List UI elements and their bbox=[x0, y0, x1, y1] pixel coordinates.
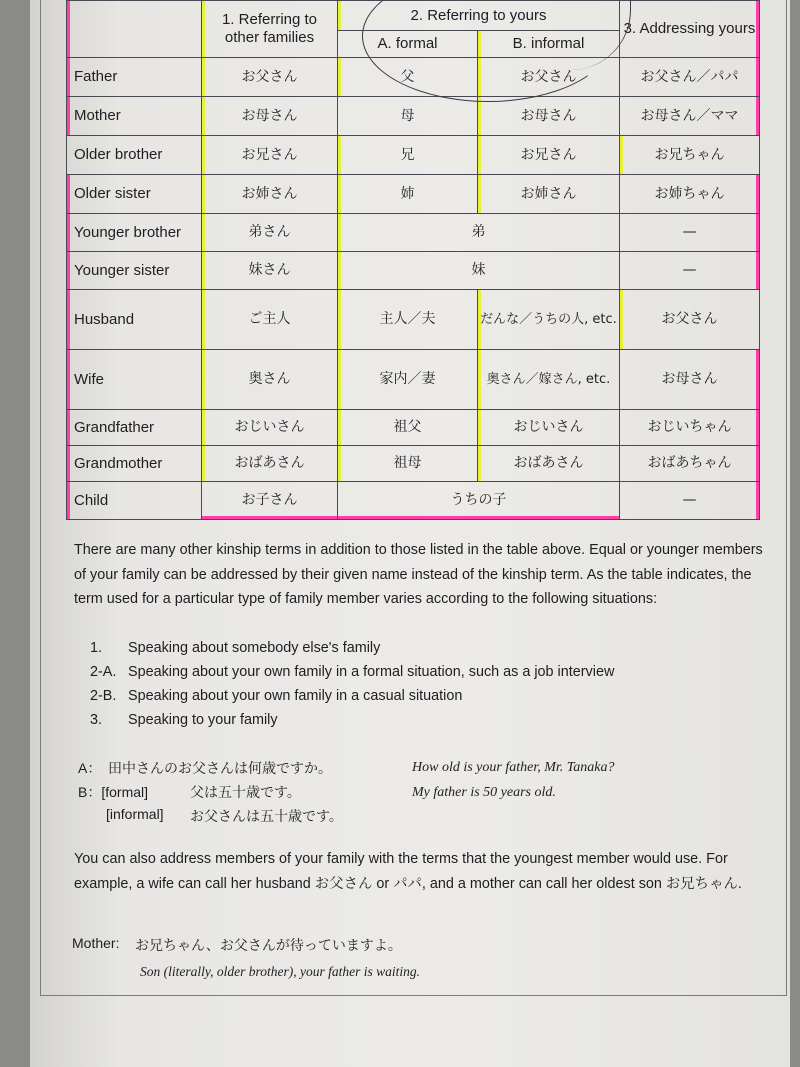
example-a-english: How old is your father, Mr. Tanaka? bbox=[412, 760, 615, 775]
cell-yours-merged: うちの子 bbox=[338, 482, 620, 520]
paragraph-address-family: You can also address members of your family with the terms that the youngest member would use. For example, a wife can call her husband お父さん or パパ, and a mother can call her oldest son お兄ちゃん. bbox=[74, 851, 742, 892]
mother-english: Son (literally, older brother), your father is waiting. bbox=[140, 964, 420, 979]
table-row bbox=[67, 97, 760, 136]
header-col3: 3. Addressing yours bbox=[620, 1, 760, 58]
cell-addressing: お兄ちゃん bbox=[620, 136, 760, 175]
table-row bbox=[67, 410, 760, 446]
cell-informal: お姉さん bbox=[478, 175, 620, 214]
cell-informal: おばあさん bbox=[478, 446, 620, 482]
row-label: Grandmother bbox=[67, 446, 202, 482]
cell-addressing: おばあちゃん bbox=[620, 446, 760, 482]
table-row bbox=[67, 252, 760, 290]
cell-other-families: 弟さん bbox=[202, 214, 338, 252]
cell-other-families: ご主人 bbox=[202, 290, 338, 350]
table-row bbox=[67, 175, 760, 214]
mother-japanese: お兄ちゃん、お父さんが待っていますよ。 bbox=[135, 938, 402, 954]
example-a-label: A： bbox=[78, 760, 102, 776]
list-item bbox=[90, 684, 614, 708]
example-a-japanese: 田中さんのお父さんは何歳ですか。 bbox=[108, 761, 332, 777]
header-col2: 2. Referring to yours bbox=[338, 1, 620, 31]
list-number: 2-B. bbox=[90, 688, 117, 704]
cell-addressing: お母さん bbox=[620, 350, 760, 410]
cell-other-families: おじいさん bbox=[202, 410, 338, 446]
cell-formal: 祖母 bbox=[338, 446, 478, 482]
cell-addressing: お父さん bbox=[620, 290, 760, 350]
list-text: Speaking to your family bbox=[128, 712, 278, 728]
table-row bbox=[67, 446, 760, 482]
list-item bbox=[90, 636, 614, 660]
row-label: Mother bbox=[67, 97, 202, 136]
cell-other-families: お母さん bbox=[202, 97, 338, 136]
cell-other-families: おばあさん bbox=[202, 446, 338, 482]
cell-formal: 母 bbox=[338, 97, 478, 136]
list-text: Speaking about your own family in a formal situation, such as a job interview bbox=[128, 664, 615, 680]
row-label: Wife bbox=[67, 350, 202, 410]
mother-label: Mother: bbox=[72, 935, 120, 951]
cell-other-families: 奥さん bbox=[202, 350, 338, 410]
cell-other-families: お兄さん bbox=[202, 136, 338, 175]
cell-addressing: — bbox=[620, 214, 760, 252]
cell-other-families: お姉さん bbox=[202, 175, 338, 214]
list-item bbox=[90, 660, 614, 684]
list-text: Speaking about your own family in a casual situation bbox=[128, 688, 463, 704]
cell-informal: 奥さん／嫁さん, etc. bbox=[478, 350, 620, 410]
list-item bbox=[90, 708, 614, 732]
row-label: Younger brother bbox=[67, 214, 202, 252]
table-row bbox=[67, 482, 760, 520]
cell-informal: お母さん bbox=[478, 97, 620, 136]
header-col2a: A. formal bbox=[338, 31, 478, 58]
cell-addressing: お父さん／パパ bbox=[620, 58, 760, 97]
table-row bbox=[67, 214, 760, 252]
example-b-japanese: 父は五十歳です。 bbox=[190, 785, 301, 801]
cell-formal: 家内／妻 bbox=[338, 350, 478, 410]
row-label: Younger sister bbox=[67, 252, 202, 290]
row-label: Husband bbox=[67, 290, 202, 350]
list-number: 1. bbox=[90, 640, 103, 656]
example-informal-japanese: お父さんは五十歳です。 bbox=[190, 809, 343, 825]
cell-formal: 姉 bbox=[338, 175, 478, 214]
row-label: Older brother bbox=[67, 136, 202, 175]
cell-yours-merged: 弟 bbox=[338, 214, 620, 252]
header-col2b: B. informal bbox=[478, 31, 620, 58]
example-informal-label: [informal] bbox=[106, 806, 164, 822]
cell-addressing: お姉ちゃん bbox=[620, 175, 760, 214]
table-row bbox=[67, 350, 760, 410]
table-row bbox=[67, 290, 760, 350]
paragraph-kinship-terms: There are many other kinship terms in addition to those listed in the table above. Equal or younger members of your family can be addressed by their given name instead of the kinship term. As the table indicates, the term used for a particular type of family member varies according to the following situations: bbox=[74, 542, 763, 607]
cell-informal: だんな／うちの人, etc. bbox=[478, 290, 620, 350]
header-col1: 1. Referring to other families bbox=[202, 1, 338, 58]
header-empty-cell bbox=[67, 1, 202, 58]
example-b-label: B：[formal] bbox=[78, 784, 149, 800]
table-row bbox=[67, 136, 760, 175]
cell-formal: 兄 bbox=[338, 136, 478, 175]
cell-yours-merged: 妹 bbox=[338, 252, 620, 290]
row-label: Grandfather bbox=[67, 410, 202, 446]
cell-formal: 父 bbox=[338, 58, 478, 97]
cell-addressing: — bbox=[620, 482, 760, 520]
cell-informal: お父さん bbox=[478, 58, 620, 97]
cell-formal: 祖父 bbox=[338, 410, 478, 446]
cell-addressing: お母さん／ママ bbox=[620, 97, 760, 136]
row-label: Older sister bbox=[67, 175, 202, 214]
row-label: Child bbox=[67, 482, 202, 520]
cell-addressing: おじいちゃん bbox=[620, 410, 760, 446]
cell-formal: 主人／夫 bbox=[338, 290, 478, 350]
list-number: 3. bbox=[90, 712, 103, 728]
row-label: Father bbox=[67, 58, 202, 97]
list-text: Speaking about somebody else's family bbox=[128, 640, 381, 656]
cell-informal: おじいさん bbox=[478, 410, 620, 446]
situations-list bbox=[90, 636, 614, 732]
cell-other-families: 妹さん bbox=[202, 252, 338, 290]
example-b-english: My father is 50 years old. bbox=[412, 785, 556, 800]
list-number: 2-A. bbox=[90, 664, 117, 680]
cell-informal: お兄さん bbox=[478, 136, 620, 175]
cell-other-families: お父さん bbox=[202, 58, 338, 97]
cell-other-families: お子さん bbox=[202, 482, 338, 520]
cell-addressing: — bbox=[620, 252, 760, 290]
